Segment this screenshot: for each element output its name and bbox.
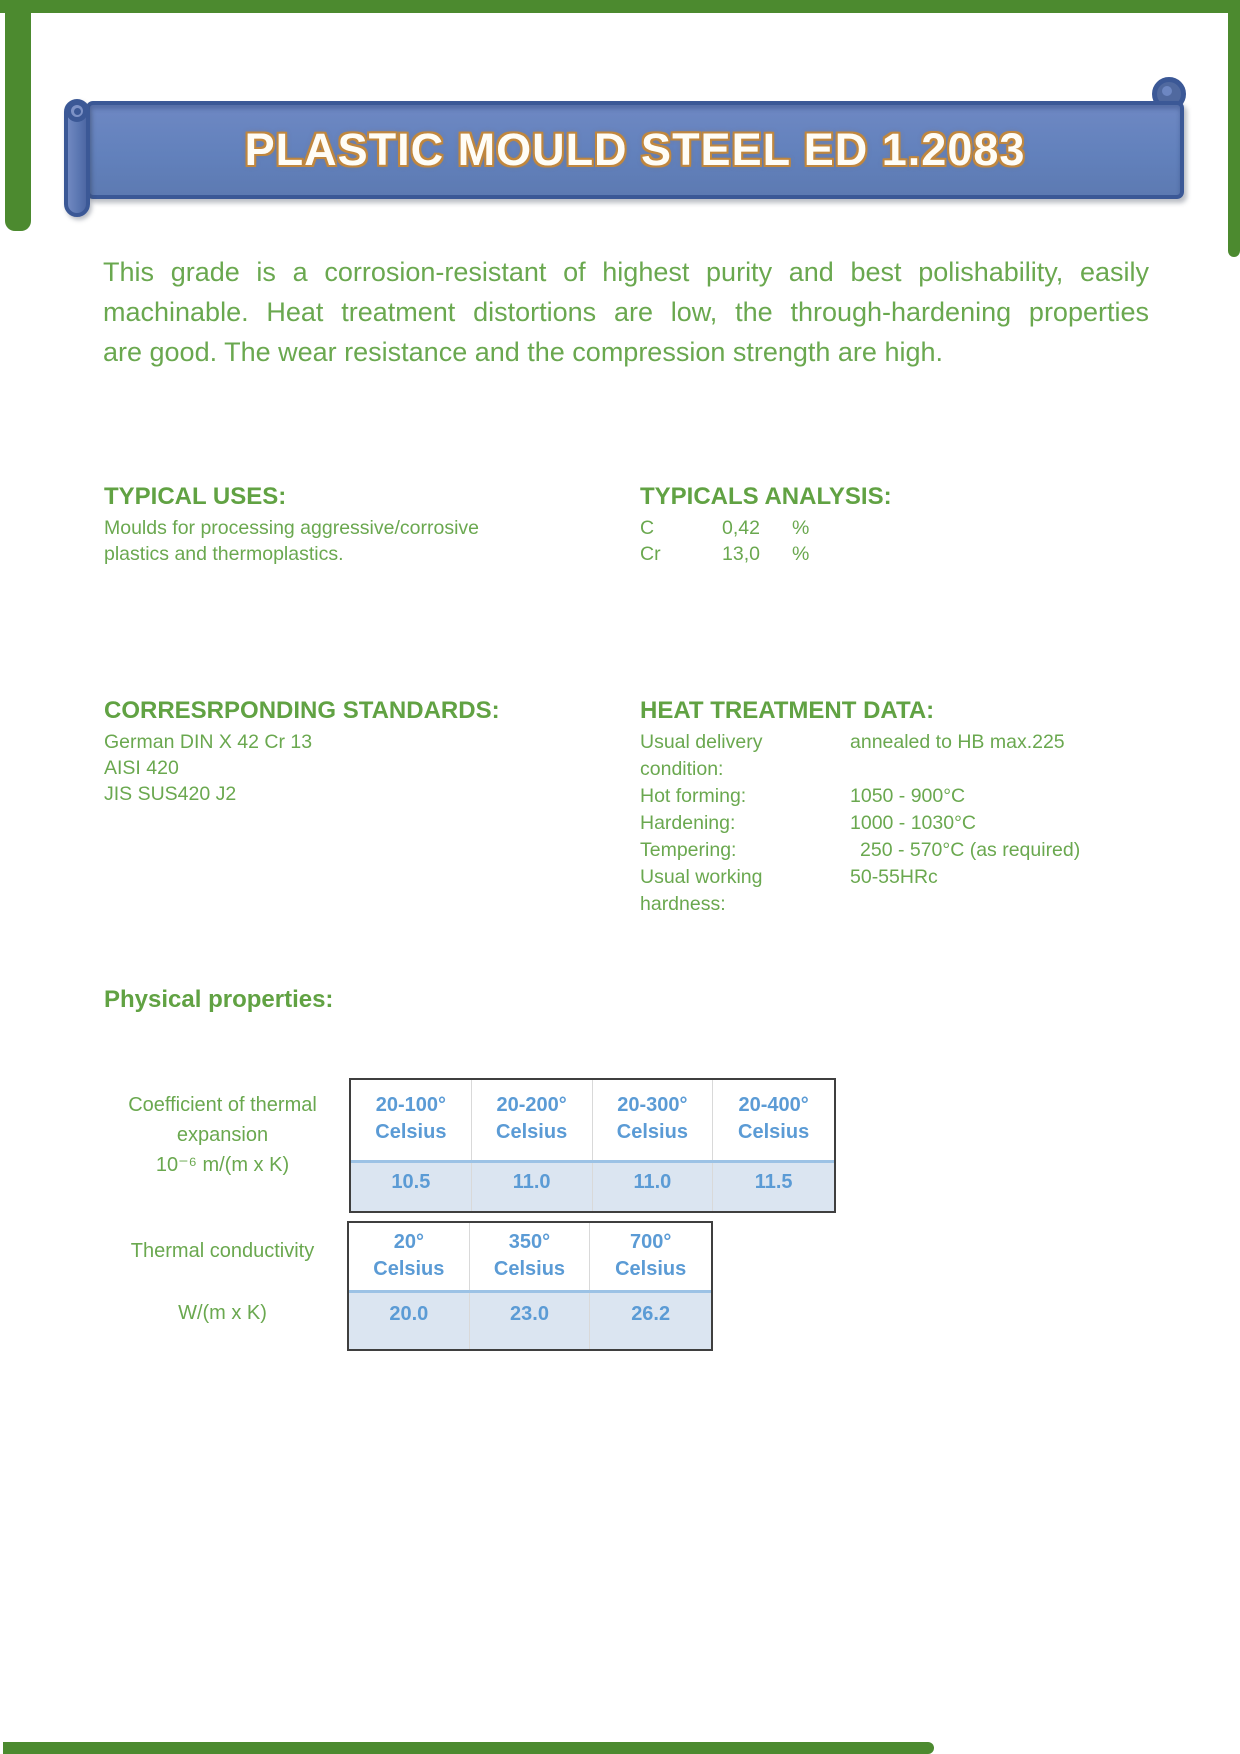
column-unit: Celsius (615, 1258, 687, 1280)
heat-treatment-row (640, 864, 1200, 918)
thermal-expansion-table-header (351, 1080, 834, 1163)
analysis-row (640, 541, 1100, 567)
thermal-expansion-label (105, 1090, 340, 1180)
physical-properties-heading: Physical properties: (104, 986, 334, 1013)
scroll-curl-left-icon (66, 100, 88, 122)
column-unit: Celsius (738, 1121, 810, 1143)
column-unit: Celsius (616, 1121, 688, 1143)
heat-treatment-label: Hot forming: (640, 785, 747, 807)
heat-treatment-label: Usual delivery condition: (640, 731, 763, 780)
analysis-unit: % (792, 517, 810, 539)
heat-treatment-row (640, 810, 1200, 837)
frame-border-left (5, 0, 31, 231)
table-value-cell: 11.0 (593, 1163, 714, 1211)
thermal-expansion-label-text: Coefficient of thermal expansion (128, 1094, 317, 1146)
heat-treatment-heading: HEAT TREATMENT DATA: (640, 697, 935, 724)
table-value-cell: 10.5 (351, 1163, 472, 1211)
heat-treatment-value: 1050 - 900°C (850, 785, 966, 807)
analysis-value: 13,0 (722, 543, 760, 565)
thermal-conductivity-unit: W/(m x K) (178, 1302, 267, 1324)
column-range: 20-200° (496, 1094, 567, 1116)
thermal-conductivity-table (347, 1221, 713, 1351)
intro-line: This grade is a corrosion-resistant of highest purity and best polishability, easily (103, 257, 1149, 287)
column-range: 20-100° (375, 1094, 447, 1116)
thermal-conductivity-label: Thermal conductivity (130, 1240, 315, 1262)
heat-treatment-value: 50-55HRc (850, 866, 938, 888)
heat-treatment-row (640, 729, 1200, 783)
heat-treatment-value: annealed to HB max.225 (850, 731, 1065, 753)
table-value-cell: 11.0 (472, 1163, 593, 1211)
column-unit: Celsius (373, 1258, 445, 1280)
intro-line: machinable. Heat treatment distortions are low, the through-hardening properties (103, 297, 1149, 327)
analysis-unit: % (792, 543, 810, 565)
title-banner (86, 101, 1184, 199)
column-range: 20-400° (738, 1094, 809, 1116)
typical-uses-line: Moulds for processing aggressive/corrosive (104, 517, 479, 539)
heat-treatment-row (640, 837, 1200, 864)
analysis-element: C (640, 517, 655, 539)
typical-uses-section (104, 484, 574, 567)
column-unit: Celsius (493, 1258, 566, 1280)
table-value-cell: 11.5 (754, 1171, 793, 1193)
typical-uses-line: plastics and thermoplastics. (104, 543, 344, 565)
page-title: PLASTIC MOULD STEEL ED 1.2083 (244, 124, 1026, 175)
frame-border-top (0, 0, 1240, 13)
thermal-expansion-table-values (351, 1163, 834, 1211)
heat-treatment-value: 1000 - 1030°C (850, 812, 976, 834)
heat-treatment-label: Hardening: (640, 812, 736, 834)
table-header-cell (349, 1223, 470, 1290)
table-value-cell: 23.0 (470, 1293, 591, 1349)
standards-section (104, 698, 584, 807)
standards-item: AISI 420 (104, 757, 179, 779)
frame-border-bottom (3, 1742, 934, 1754)
column-unit: Celsius (375, 1121, 447, 1143)
thermal-expansion-table (349, 1078, 836, 1213)
heat-treatment-section (640, 698, 1200, 918)
column-range: 350° (508, 1231, 551, 1253)
heat-treatment-label: Tempering: (640, 839, 737, 861)
standards-heading: CORRESRPONDING STANDARDS: (104, 697, 500, 724)
column-unit: Celsius (496, 1121, 568, 1143)
typicals-analysis-heading: TYPICALS ANALYSIS: (640, 483, 892, 510)
analysis-element: Cr (640, 543, 661, 565)
thermal-conductivity-table-values (349, 1293, 711, 1349)
standards-item: German DIN X 42 Cr 13 (104, 731, 313, 753)
table-header-cell (713, 1080, 834, 1160)
heat-treatment-value: 250 - 570°C (as required) (860, 839, 1081, 861)
column-range: 20-300° (617, 1094, 688, 1116)
intro-paragraph (103, 252, 1149, 372)
table-header-cell (472, 1080, 593, 1160)
intro-line: are good. The wear resistance and the compression strength are high. (103, 337, 943, 367)
heat-treatment-label: Usual working hardness: (640, 866, 763, 915)
frame-border-right (1228, 0, 1240, 257)
table-header-cell (470, 1223, 591, 1290)
column-range: 700° (629, 1231, 672, 1253)
table-value-cell: 26.2 (631, 1303, 671, 1325)
table-header-cell (351, 1080, 472, 1160)
standards-item: JIS SUS420 J2 (104, 783, 237, 805)
typicals-analysis-section (640, 484, 1100, 567)
table-header-cell (593, 1080, 714, 1160)
thermal-expansion-unit: 10⁻⁶ m/(m x K) (155, 1154, 290, 1176)
column-range: 20° (393, 1231, 424, 1253)
typical-uses-heading: TYPICAL USES: (104, 483, 287, 510)
thermal-conductivity-table-header (349, 1223, 711, 1293)
table-value-cell: 20.0 (349, 1293, 470, 1349)
heat-treatment-row (640, 783, 1200, 810)
table-header-cell (590, 1223, 711, 1290)
analysis-row (640, 515, 1100, 541)
analysis-value: 0,42 (722, 517, 760, 539)
